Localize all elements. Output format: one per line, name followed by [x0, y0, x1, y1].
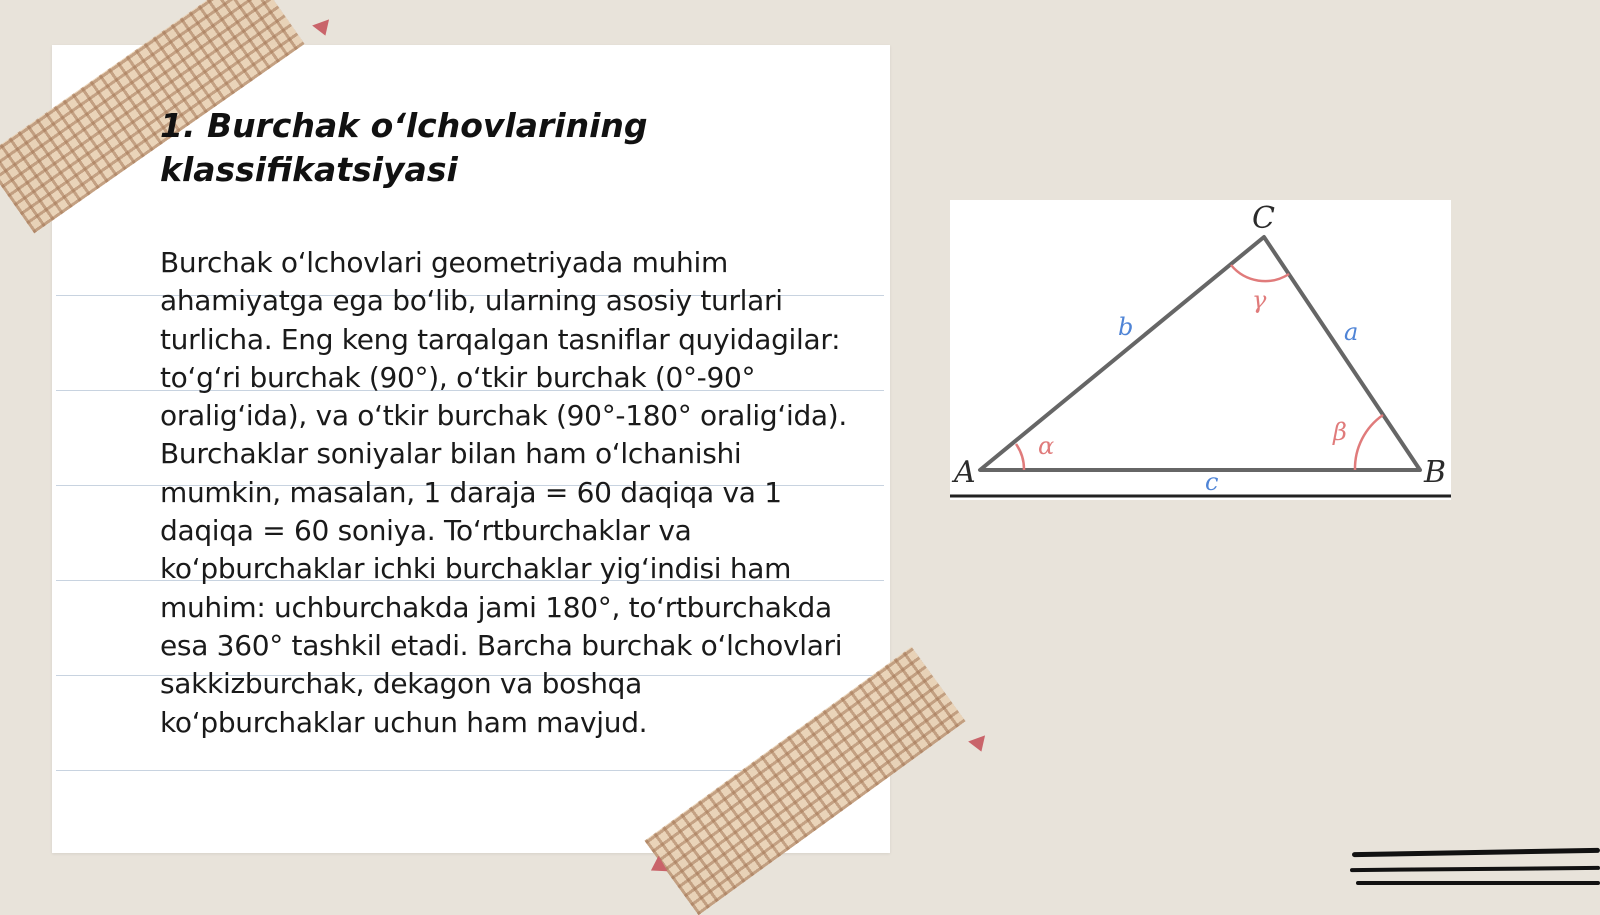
- angle-gamma-arc: [1231, 265, 1289, 281]
- slide-title: 1. Burchak o‘lchovlarining klassifikatsiyasi: [160, 106, 648, 189]
- triangle-diagram: [950, 200, 1451, 500]
- triangle-figure: [950, 200, 1451, 500]
- slide-body-text: Burchak o‘lchovlari geometriyada muhim ahamiyatga ega bo‘lib, ularning asosiy turlari turlicha. Eng keng tarqalgan tasniflar quyidagilar: to‘g‘ri burchak (90°), o‘tkir burchak (0°-90° oralig‘ida), va o‘tkir burchak (90°-180° oralig‘ida). Burchaklar soniyalar bilan ham o‘lchanishi mumkin, masalan, 1 daraja = 60 daqiqa va 1 daqiqa = 60 soniya. To‘rtburchaklar va ko‘pburchaklar ichki burchaklar yig‘indisi ham muhim: uchburchakda jami 180°, to‘rtburchakda esa 360° tashkil etadi. Barcha burchak o‘lchovlari sakkizburchak, dekagon va boshqa ko‘pburchaklar uchun ham mavjud.: [160, 246, 848, 739]
- side-b-label: b: [1118, 313, 1134, 341]
- decorative-stroke: [1352, 848, 1600, 857]
- angle-alpha-label: α: [1038, 432, 1055, 460]
- vertex-a-label: A: [954, 455, 976, 490]
- angle-gamma-label: γ: [1252, 286, 1267, 314]
- angle-alpha-arc: [1016, 444, 1024, 470]
- pin-icon: [968, 735, 990, 754]
- vertex-c-label: C: [1252, 201, 1275, 236]
- pin-icon: [312, 19, 334, 38]
- angle-beta-arc: [1355, 415, 1383, 470]
- angle-beta-label: β: [1333, 418, 1347, 446]
- decorative-stroke: [1350, 866, 1600, 872]
- vertex-b-label: B: [1424, 455, 1447, 490]
- side-a-label: a: [1344, 318, 1359, 346]
- decorative-stroke: [1356, 881, 1600, 885]
- side-c-label: c: [1205, 468, 1219, 496]
